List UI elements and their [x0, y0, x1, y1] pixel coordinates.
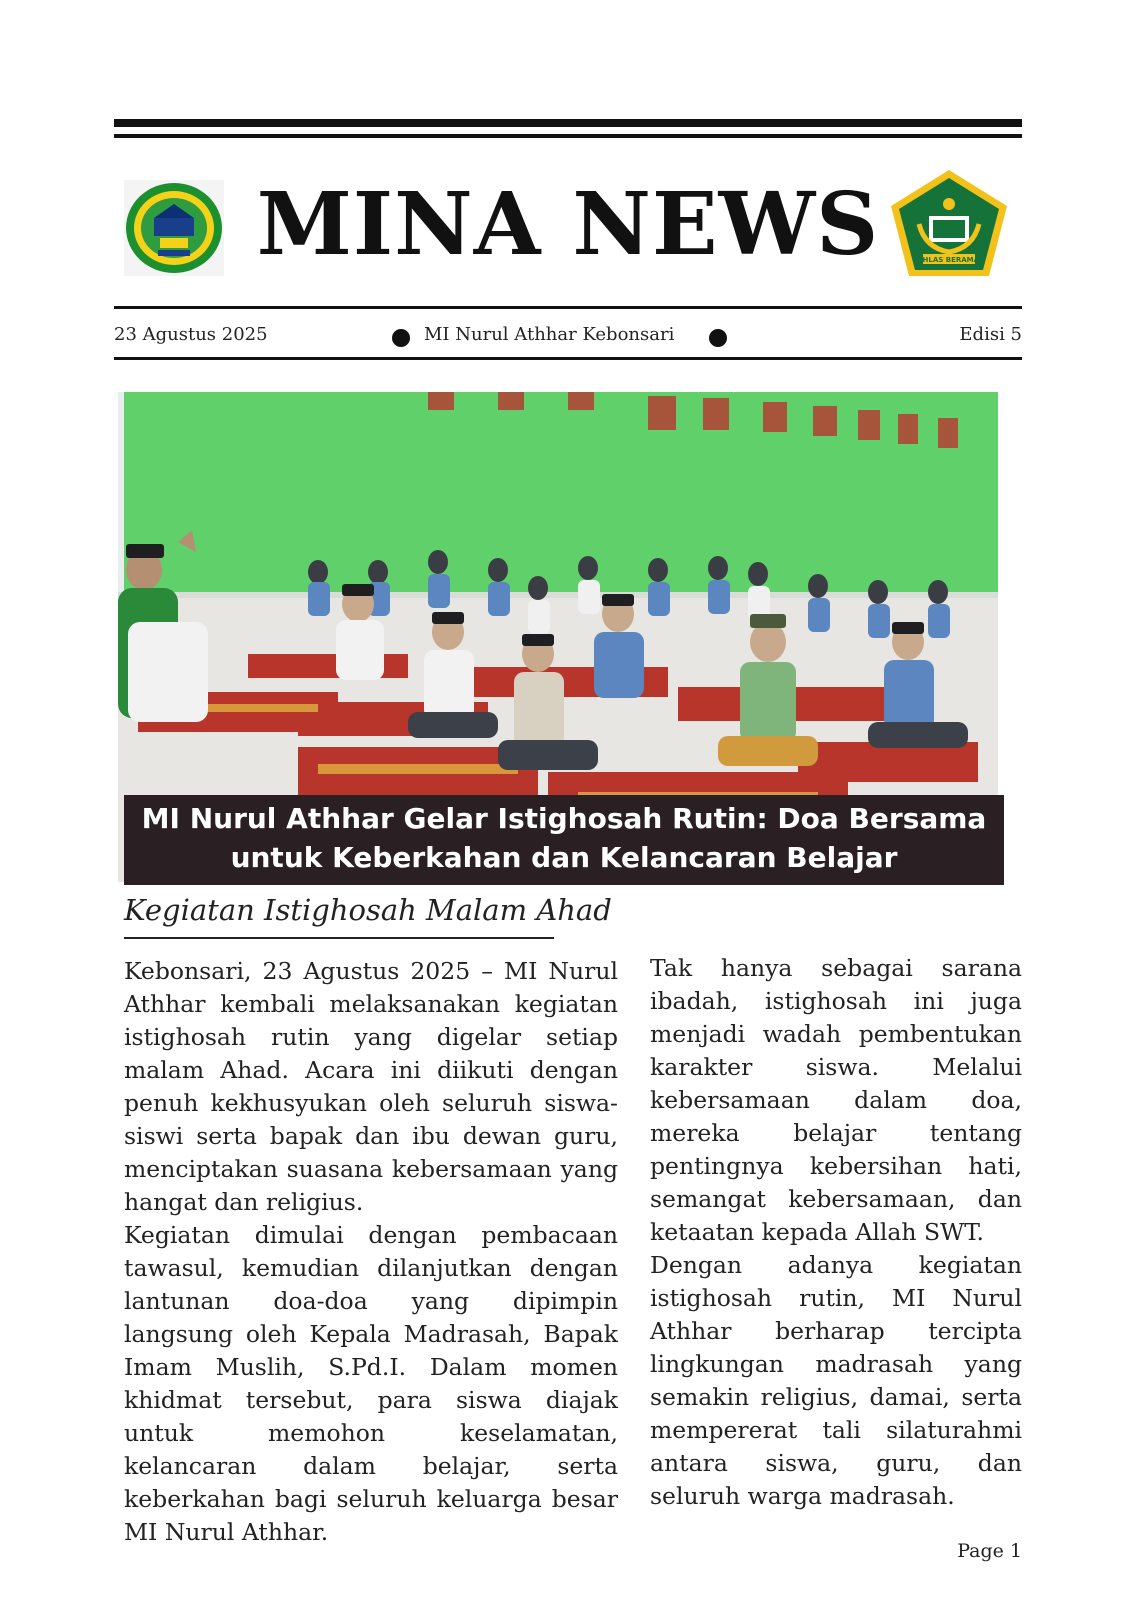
headline: [124, 799, 1004, 877]
article-paragraph: Tak hanya sebagai sarana ibadah, istighosah ini juga menjadi wadah pembentukan karakter siswa. Melalui kebersamaan dalam doa, mereka belajar tentang pentingnya kebersihan hati, semangat kebersamaan, dan ketaatan kepada Allah SWT.: [650, 954, 1022, 1246]
article-paragraph: Kebonsari, 23 Agustus 2025 – MI Nurul Athhar kembali melaksanakan kegiatan istighosah rutin yang digelar setiap malam Ahad. Acara ini diikuti dengan penuh kekhusyukan oleh seluruh siswa-siswi serta bapak dan ibu dewan guru, menciptakan suasana kebersamaan yang hangat dan religius.: [124, 957, 618, 1216]
page-number: Page 1: [957, 1540, 1022, 1562]
headline-line-1: MI Nurul Athhar Gelar Istighosah Rutin: Doa Bersama: [141, 802, 987, 835]
article-column-right: [650, 952, 1022, 1513]
issue-date: 23 Agustus 2025: [114, 324, 268, 345]
dateline: [114, 318, 1022, 358]
article-paragraph: Kegiatan dimulai dengan pembacaan tawasul, kemudian dilanjutkan dengan lantunan doa-doa yang dipimpin langsung oleh Kepala Madrasah, Bapak Imam Muslih, S.Pd.I. Dalam momen khidmat tersebut, para siswa diajak untuk memohon keselamatan, kelancaran dalam belajar, serta keberkahan bagi seluruh keluarga besar MI Nurul Athhar.: [124, 1221, 618, 1546]
masthead: [114, 160, 1022, 290]
dateline-rule-top: [114, 306, 1022, 309]
svg-text:IKHLAS BERAMAL: IKHLAS BERAMAL: [914, 256, 984, 264]
bullet-dot-icon: [709, 329, 727, 347]
article-kicker: Kegiatan Istighosah Malam Ahad: [124, 893, 612, 927]
dateline-rule-bottom: [114, 357, 1022, 360]
headline-line-2: untuk Keberkahan dan Kelancaran Belajar: [230, 841, 898, 874]
edition-number: Edisi 5: [959, 324, 1022, 345]
top-rule-thin: [114, 134, 1022, 138]
kicker-underline: [124, 937, 554, 939]
newspaper-title: MINA NEWS: [256, 174, 880, 275]
bullet-dot-icon: [392, 329, 410, 347]
headline-banner: [124, 795, 1004, 885]
top-rule-thick: [114, 119, 1022, 127]
school-name: MI Nurul Athhar Kebonsari: [424, 324, 675, 345]
kemenag-logo-icon: [889, 168, 1009, 280]
article-paragraph: Dengan adanya kegiatan istighosah rutin, MI Nurul Athhar berharap tercipta lingkungan madrasah yang semakin religius, damai, serta mempererat tali silaturahmi antara siswa, guru, dan seluruh warga madrasah.: [650, 1251, 1022, 1510]
article-column-left: [124, 955, 618, 1549]
